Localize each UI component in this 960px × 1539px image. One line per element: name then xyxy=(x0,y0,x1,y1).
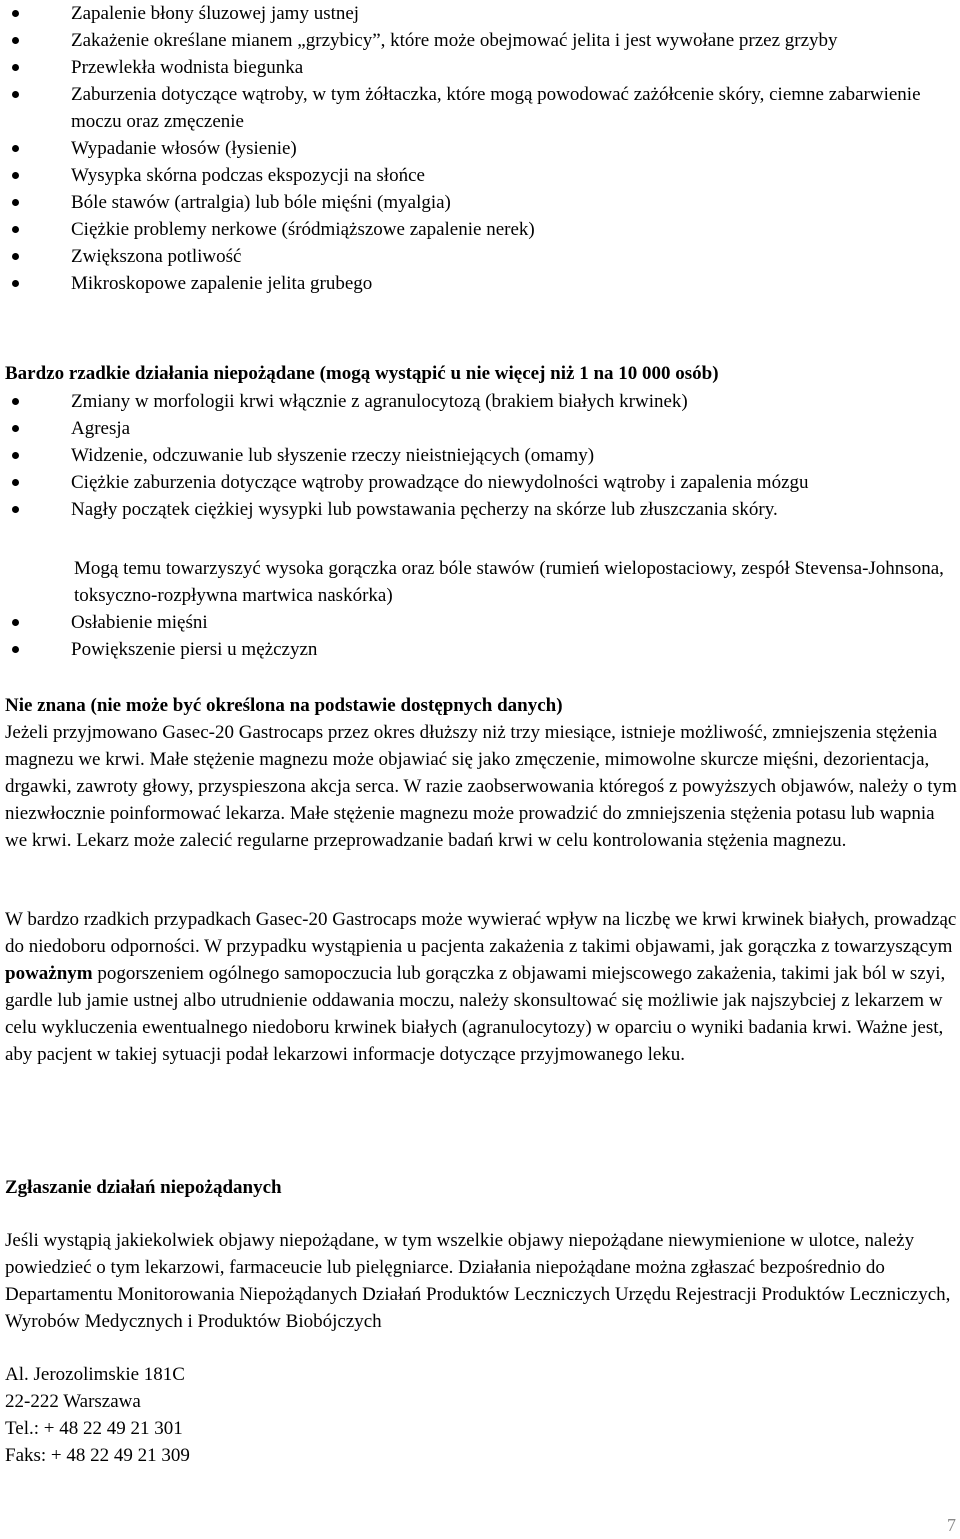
address-block xyxy=(5,1361,957,1469)
list-item: Mikroskopowe zapalenie jelita grubego xyxy=(0,270,960,297)
address-phone: Tel.: + 48 22 49 21 301 xyxy=(5,1418,183,1439)
address-fax: Faks: + 48 22 49 21 309 xyxy=(5,1445,190,1466)
paragraph-white-blood-cells xyxy=(5,906,957,1068)
list-item: Osłabienie mięśni xyxy=(0,609,960,636)
list-item: Zaburzenia dotyczące wątroby, w tym żółtaczka, które mogą powodować zażółcenie skóry, ciemne zabarwienie moczu oraz zmęczenie xyxy=(0,81,960,135)
list-item: Zwiększona potliwość xyxy=(0,243,960,270)
emphasis-text: poważnym xyxy=(5,963,93,984)
side-effects-list-rare xyxy=(0,0,960,297)
list-item: Nagły początek ciężkiej wysypki lub powstawania pęcherzy na skórze lub złuszczania skóry. xyxy=(0,496,960,523)
list-item: Wysypka skórna podczas ekspozycji na słońce xyxy=(0,162,960,189)
list-item: Ciężkie problemy nerkowe (śródmiąższowe zapalenie nerek) xyxy=(0,216,960,243)
list-item: Przewlekła wodnista biegunka xyxy=(0,54,960,81)
list-item: Zmiany w morfologii krwi włącznie z agranulocytozą (brakiem białych krwinek) xyxy=(0,388,960,415)
heading-reporting: Zgłaszanie działań niepożądanych xyxy=(5,1177,282,1198)
side-effects-list-very-rare xyxy=(0,388,960,523)
list-item: Wypadanie włosów (łysienie) xyxy=(0,135,960,162)
heading-very-rare: Bardzo rzadkie działania niepożądane (mogą wystąpić u nie więcej niż 1 na 10 000 osób) xyxy=(5,363,719,384)
list-item: Powiększenie piersi u mężczyzn xyxy=(0,636,960,663)
address-city: 22-222 Warszawa xyxy=(5,1391,141,1412)
paragraph-magnesium: Jeżeli przyjmowano Gasec-20 Gastrocaps przez okres dłuższy niż trzy miesiące, istnieje możliwość, zmniejszenia stężenia magnezu we krwi. Małe stężenie magnezu może objawiać się jako zmęczenie, mimowolne skurcze mięśni, dezorientacja, drgawki, zawroty głowy, przyspieszona akcja serca. W razie zaobserwowania któregoś z powyższych objawów, należy o tym niezwłocznie poinformować lekarza. Małe stężenie magnezu może prowadzić do zmniejszenia stężenia potasu lub wapnia we krwi. Lekarz może zalecić regularne przeprowadzanie badań krwi w celu kontrolowania stężenia magnezu. xyxy=(5,722,957,851)
paragraph-text: W bardzo rzadkich przypadkach Gasec-20 Gastrocaps może wywierać wpływ na liczbę we krwi krwinek białych, prowadząc do niedoboru odporności. W przypadku wystąpienia u pacjenta zakażenia z takimi objawami, jak gorączka z towarzyszącym xyxy=(5,909,957,957)
paragraph-reporting: Jeśli wystąpią jakiekolwiek objawy niepożądane, w tym wszelkie objawy niepożądane niewymienione w ulotce, należy powiedzieć o tym lekarzowi, farmaceucie lub pielęgniarce. Działania niepożądane można zgłaszać bezpośrednio do Departamentu Monitorowania Niepożądanych Działań Produktów Leczniczych Urzędu Rejestracji Produktów Leczniczych, Wyrobów Medycznych i Produktów Biobójczych xyxy=(5,1230,951,1332)
list-item: Widzenie, odczuwanie lub słyszenie rzeczy nieistniejących (omamy) xyxy=(0,442,960,469)
list-item: Bóle stawów (artralgia) lub bóle mięśni (myalgia) xyxy=(0,189,960,216)
list-item: Agresja xyxy=(0,415,960,442)
list-item-continuation: Mogą temu towarzyszyć wysoka gorączka oraz bóle stawów (rumień wielopostaciowy, zespół Stevensa-Johnsona, toksyczno-rozpływna martwica naskórka) xyxy=(74,558,944,606)
heading-frequency-unknown: Nie znana (nie może być określona na podstawie dostępnych danych) xyxy=(5,695,563,716)
list-item: Zakażenie określane mianem „grzybicy”, które może obejmować jelita i jest wywołane przez grzyby xyxy=(0,27,960,54)
page-number: 7 xyxy=(947,1515,956,1535)
paragraph-text: pogorszeniem ogólnego samopoczucia lub gorączka z objawami miejscowego zakażenia, takimi jak ból w szyi, gardle lub jamie ustnej albo utrudnienie oddawania moczu, należy skonsultować się możliwie jak najszybciej z lekarzem w celu wykluczenia ewentualnego niedoboru krwinek białych (agranulocytozy) w oparciu o wyniki badania krwi. Ważne jest, aby pacjent w takiej sytuacji podał lekarzowi informacje dotyczące przyjmowanego leku. xyxy=(5,963,946,1065)
side-effects-list-very-rare-cont xyxy=(0,609,960,663)
list-item: Zapalenie błony śluzowej jamy ustnej xyxy=(0,0,960,27)
address-street: Al. Jerozolimskie 181C xyxy=(5,1364,185,1385)
list-item: Ciężkie zaburzenia dotyczące wątroby prowadzące do niewydolności wątroby i zapalenia mózgu xyxy=(0,469,960,496)
